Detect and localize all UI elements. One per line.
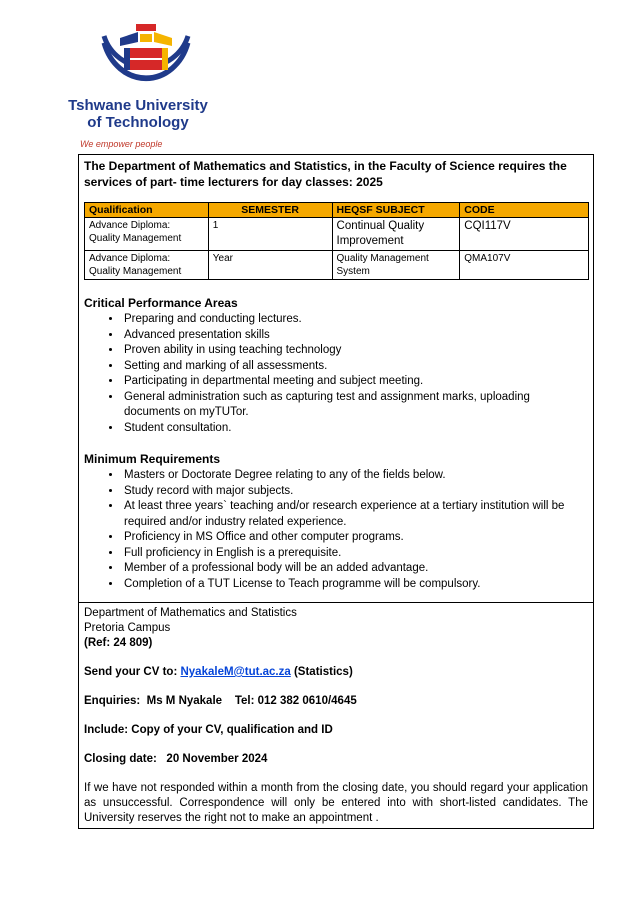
table-cell: QMA107V — [460, 251, 589, 280]
list-item: • Masters or Doctorate Degree relating to any of the fields below. — [122, 468, 588, 484]
table-row — [85, 218, 589, 251]
disclaimer-paragraph: If we have not responded within a month from the closing date, you should regard your application as unsuccessful. Correspondence will only be entered into with short-listed candidates. The University reserves the right not to make an appointment . — [84, 782, 588, 824]
table-row — [85, 251, 589, 280]
list-item: • Completion of a TUT License to Teach programme will be compulsory. — [122, 577, 588, 593]
advert-section — [79, 155, 593, 603]
list-item: • At least three years` teaching and/or research experience at a tertiary institution will be required and/or industry related experience. — [122, 499, 588, 530]
column-header: CODE — [460, 203, 589, 218]
campus-name: Pretoria Campus — [84, 622, 171, 634]
table-cell: Continual Quality Improvement — [332, 218, 460, 251]
closing-date: Closing date: 20 November 2024 — [84, 753, 268, 765]
send-cv-suffix: (Statistics) — [290, 666, 353, 678]
reference-number: (Ref: 24 809) — [84, 637, 153, 649]
advert-frame — [78, 154, 594, 829]
tut-emblem-icon — [96, 18, 196, 98]
contact-section — [79, 603, 593, 828]
include-line: Include: Copy of your CV, qualification and ID — [84, 724, 333, 736]
column-header: SEMESTER — [208, 203, 332, 218]
table-cell: Advance Diploma: Quality Management — [85, 218, 209, 251]
list-item: • Advanced presentation skills — [122, 328, 588, 344]
positions-table — [84, 202, 589, 280]
send-cv-label: Send your CV to: — [84, 666, 181, 678]
list-item: • Setting and marking of all assessments. — [122, 359, 588, 375]
list-item: • Student consultation. — [122, 421, 588, 437]
tagline: We empower people — [80, 139, 163, 149]
list-item: • Member of a professional body will be an added advantage. — [122, 561, 588, 577]
list-item: • Preparing and conducting lectures. — [122, 312, 588, 328]
list-item: • Full proficiency in English is a prerequisite. — [122, 546, 588, 562]
list-item: • Proficiency in MS Office and other computer programs. — [122, 530, 588, 546]
list-item: • Participating in departmental meeting and subject meeting. — [122, 374, 588, 390]
table-cell: 1 — [208, 218, 332, 251]
requirements-title: Minimum Requirements — [84, 452, 221, 466]
table-cell: Advance Diploma: Quality Management — [85, 251, 209, 280]
cpa-list — [84, 312, 588, 436]
table-cell: Quality Management System — [332, 251, 460, 280]
list-item: • Proven ability in using teaching technology — [122, 343, 588, 359]
enquiries-line: Enquiries: Ms M Nyakale Tel: 012 382 0610/4645 — [84, 695, 357, 707]
cpa-title: Critical Performance Areas — [84, 296, 238, 310]
send-cv-line — [84, 665, 588, 680]
table-header-row — [85, 203, 589, 218]
university-name: Tshwane University of Technology — [68, 97, 208, 131]
table-cell: Year — [208, 251, 332, 280]
email-link[interactable]: NyakaleM@tut.ac.za — [180, 666, 291, 678]
column-header: HEQSF SUBJECT — [332, 203, 460, 218]
list-item: • General administration such as capturing test and assignment marks, uploading documents on myTUTor. — [122, 390, 588, 421]
tut-logo — [60, 18, 230, 153]
list-item: • Study record with major subjects. — [122, 484, 588, 500]
requirements-list — [84, 468, 588, 592]
column-header: Qualification — [85, 203, 209, 218]
department-name: Department of Mathematics and Statistics — [84, 607, 297, 619]
advert-heading: The Department of Mathematics and Statistics, in the Faculty of Science requires the services of part- time lecturers for day classes: 2025 — [84, 159, 567, 189]
table-cell: CQI117V — [460, 218, 589, 251]
